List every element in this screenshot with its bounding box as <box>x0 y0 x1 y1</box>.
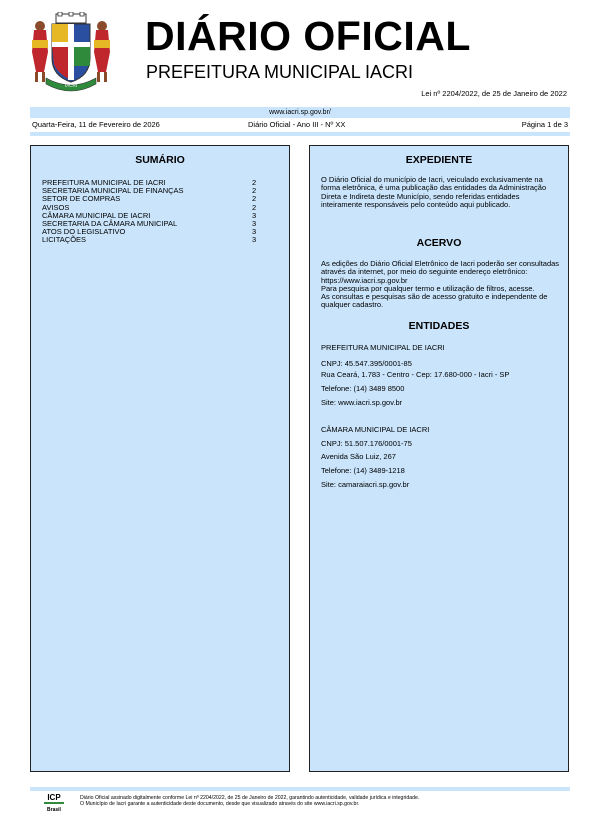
camara-cnpj: CNPJ: 51.507.176/0001-75 <box>321 439 412 448</box>
toc-item[interactable]: AVISOS 2 <box>42 202 257 212</box>
toc-item[interactable]: SETOR DE COMPRAS 2 <box>42 194 257 204</box>
summary-title: SUMÁRIO <box>135 154 185 166</box>
edition-label: Diário Oficial - Ano III - Nº XX <box>248 120 346 129</box>
prefeitura-cnpj: CNPJ: 45.547.395/0001-85 <box>321 359 412 368</box>
footer-divider <box>30 787 570 791</box>
prefeitura-address: Rua Ceará, 1.783 - Centro - Cep: 17.680-000 - Iacri - SP <box>321 370 510 379</box>
icp-logo-text: ICP <box>47 793 61 802</box>
prefeitura-site[interactable]: Site: www.iacri.sp.gov.br <box>321 398 403 407</box>
page-subtitle: PREFEITURA MUNICIPAL IACRI <box>146 62 414 82</box>
municipal-crest-logo <box>28 12 114 92</box>
footer-line: Diário Oficial assinado digitalmente conforme Lei nº 2204/2022, de 25 de Janeiro de 2022, garantindo autenticidade, validade jurídica e integridade. <box>80 795 420 801</box>
toc-item[interactable]: PREFEITURA MUNICIPAL DE IACRI 2 <box>42 178 257 187</box>
acervo-paragraph: As consultas e pesquisas são de acesso gratuito e independente de qualquer cadastro. <box>321 292 548 310</box>
camara-name: CÂMARA MUNICIPAL DE IACRI <box>321 425 430 434</box>
camara-phone: Telefone: (14) 3489-1218 <box>321 466 405 475</box>
table-of-contents <box>42 179 272 245</box>
icp-brasil-logo <box>42 792 66 814</box>
publication-date: Quarta-Feira, 11 de Fevereiro de 2026 <box>32 120 160 129</box>
expediente-title: EXPEDIENTE <box>405 154 473 166</box>
info-panel <box>309 145 569 772</box>
acervo-paragraph: As edições do Diário Oficial Eletrônico de Iacri poderão ser consultadas através da internet, por meio do seguinte endereço eletrônico: https://www.iacri.sp.gov.br <box>321 259 560 285</box>
entidades-title: ENTIDADES <box>408 320 470 332</box>
header-divider <box>30 132 570 136</box>
crest-motto: IACRI <box>64 83 78 88</box>
law-reference: Lei nº 2204/2022, de 25 de Janeiro de 2022 <box>421 89 567 98</box>
camara-address: Avenida São Luiz, 267 <box>321 452 396 461</box>
toc-item[interactable]: SECRETARIA MUNICIPAL DE FINANÇAS 2 <box>42 186 257 196</box>
toc-item[interactable]: SECRETARIA DA CÂMARA MUNICIPAL 3 <box>42 219 257 229</box>
acervo-paragraph: Para pesquisa por qualquer termo e utilização de filtros, acesse. <box>321 283 535 293</box>
acervo-title: ACERVO <box>416 237 462 249</box>
info-bar <box>30 119 570 131</box>
page-title: DIÁRIO OFICIAL <box>145 13 471 59</box>
prefeitura-phone: Telefone: (14) 3489 8500 <box>321 384 405 393</box>
page-indicator: Página 1 de 3 <box>521 120 568 129</box>
toc-item[interactable]: CÂMARA MUNICIPAL DE IACRI 3 <box>42 210 257 220</box>
acervo-text <box>321 260 561 310</box>
toc-item[interactable]: ATOS DO LEGISLATIVO 3 <box>42 227 257 237</box>
summary-panel <box>30 145 290 772</box>
icp-logo-subtext: Brasil <box>47 807 61 813</box>
expediente-text: O Diário Oficial do município de Iacri, veiculado exclusivamente na forma eletrônica, é uma publicação das entidades da Administração Direta e Indireta deste Município, sendo referidas entidades inteiramente responsáveis pelo conteúdo aqui publicado. <box>321 175 547 209</box>
website-link[interactable]: www.iacri.sp.gov.br/ <box>30 107 570 118</box>
prefeitura-name: PREFEITURA MUNICIPAL DE IACRI <box>321 343 445 352</box>
footer-line: O Município de Iacri garante a autenticidade deste documento, desde que visualizado através do site www.iacri.sp.gov.br. <box>80 801 360 808</box>
camara-site[interactable]: Site: camaraiacri.sp.gov.br <box>321 480 410 489</box>
toc-item[interactable]: LICITAÇÕES 3 <box>42 235 257 245</box>
footer-text <box>80 795 419 808</box>
